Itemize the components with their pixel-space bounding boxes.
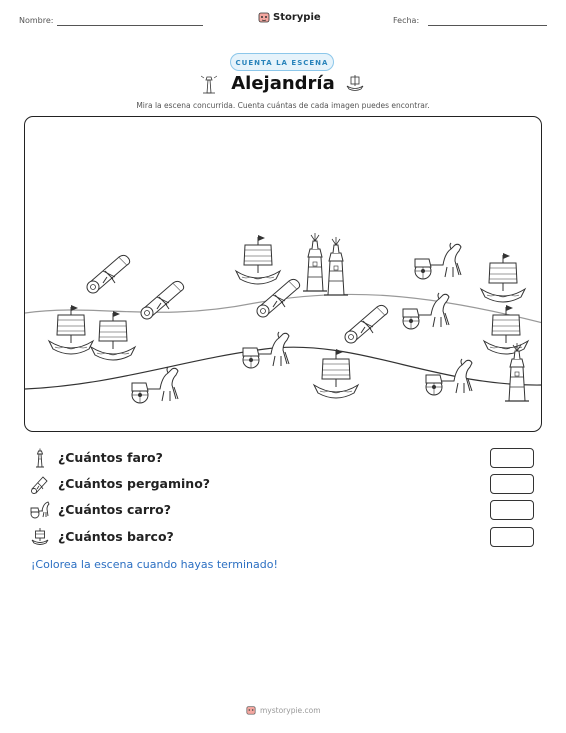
page-title: Alejandría [231, 73, 335, 94]
activity-badge: CUENTA LA ESCENA [230, 53, 334, 71]
answer-box[interactable] [490, 448, 534, 468]
mascot-icon [258, 11, 270, 23]
brand-logo [258, 11, 321, 23]
scene-lighthouse [303, 233, 327, 291]
scene-panel [24, 116, 542, 432]
scene-ship [49, 305, 93, 354]
scene-scroll [345, 305, 388, 343]
question-row-scroll [30, 474, 536, 496]
question-text: ¿Cuántos barco? [58, 529, 174, 544]
scene-ship [484, 305, 528, 354]
scene-chariot [403, 293, 449, 329]
answer-box[interactable] [490, 527, 534, 547]
question-text: ¿Cuántos carro? [58, 502, 172, 517]
question-text: ¿Cuántos pergamino? [58, 476, 211, 491]
scene-scroll [257, 279, 300, 317]
scene-chariot [243, 332, 289, 368]
answer-box[interactable] [490, 500, 534, 520]
chariot-icon [30, 500, 50, 520]
scene-illustration [25, 117, 542, 432]
scene-ship [91, 311, 135, 360]
question-row-chariot [30, 500, 536, 522]
scene-chariot [415, 243, 461, 279]
name-label: Nombre: [19, 16, 54, 25]
scene-ship [481, 253, 525, 302]
footer-brand [246, 705, 321, 715]
date-label: Fecha: [393, 16, 420, 25]
scene-lighthouse [324, 237, 348, 295]
lighthouse-icon [30, 448, 50, 468]
scene-scroll [87, 255, 130, 293]
scene-chariot [132, 367, 178, 403]
question-row-ship [30, 527, 536, 549]
question-text: ¿Cuántos faro? [58, 450, 163, 465]
brand-name: Storypie [273, 11, 321, 23]
coloring-instruction: ¡Colorea la escena cuando hayas terminado! [31, 558, 278, 571]
date-line[interactable] [428, 25, 547, 26]
ship-icon [345, 74, 365, 92]
scene-chariot [426, 359, 472, 395]
page-subtitle: Mira la escena concurrida. Cuenta cuántas de cada imagen puedes encontrar. [136, 101, 430, 110]
name-line[interactable] [57, 25, 203, 26]
question-row-lighthouse [30, 448, 536, 470]
scene-scroll [141, 281, 184, 319]
scene-ship [236, 235, 280, 284]
mascot-icon [246, 705, 256, 715]
footer-brand-text: mystorypie.com [260, 705, 321, 715]
scene-ship [314, 349, 358, 398]
scroll-icon [30, 474, 50, 494]
ship-icon [30, 527, 50, 547]
answer-box[interactable] [490, 474, 534, 494]
